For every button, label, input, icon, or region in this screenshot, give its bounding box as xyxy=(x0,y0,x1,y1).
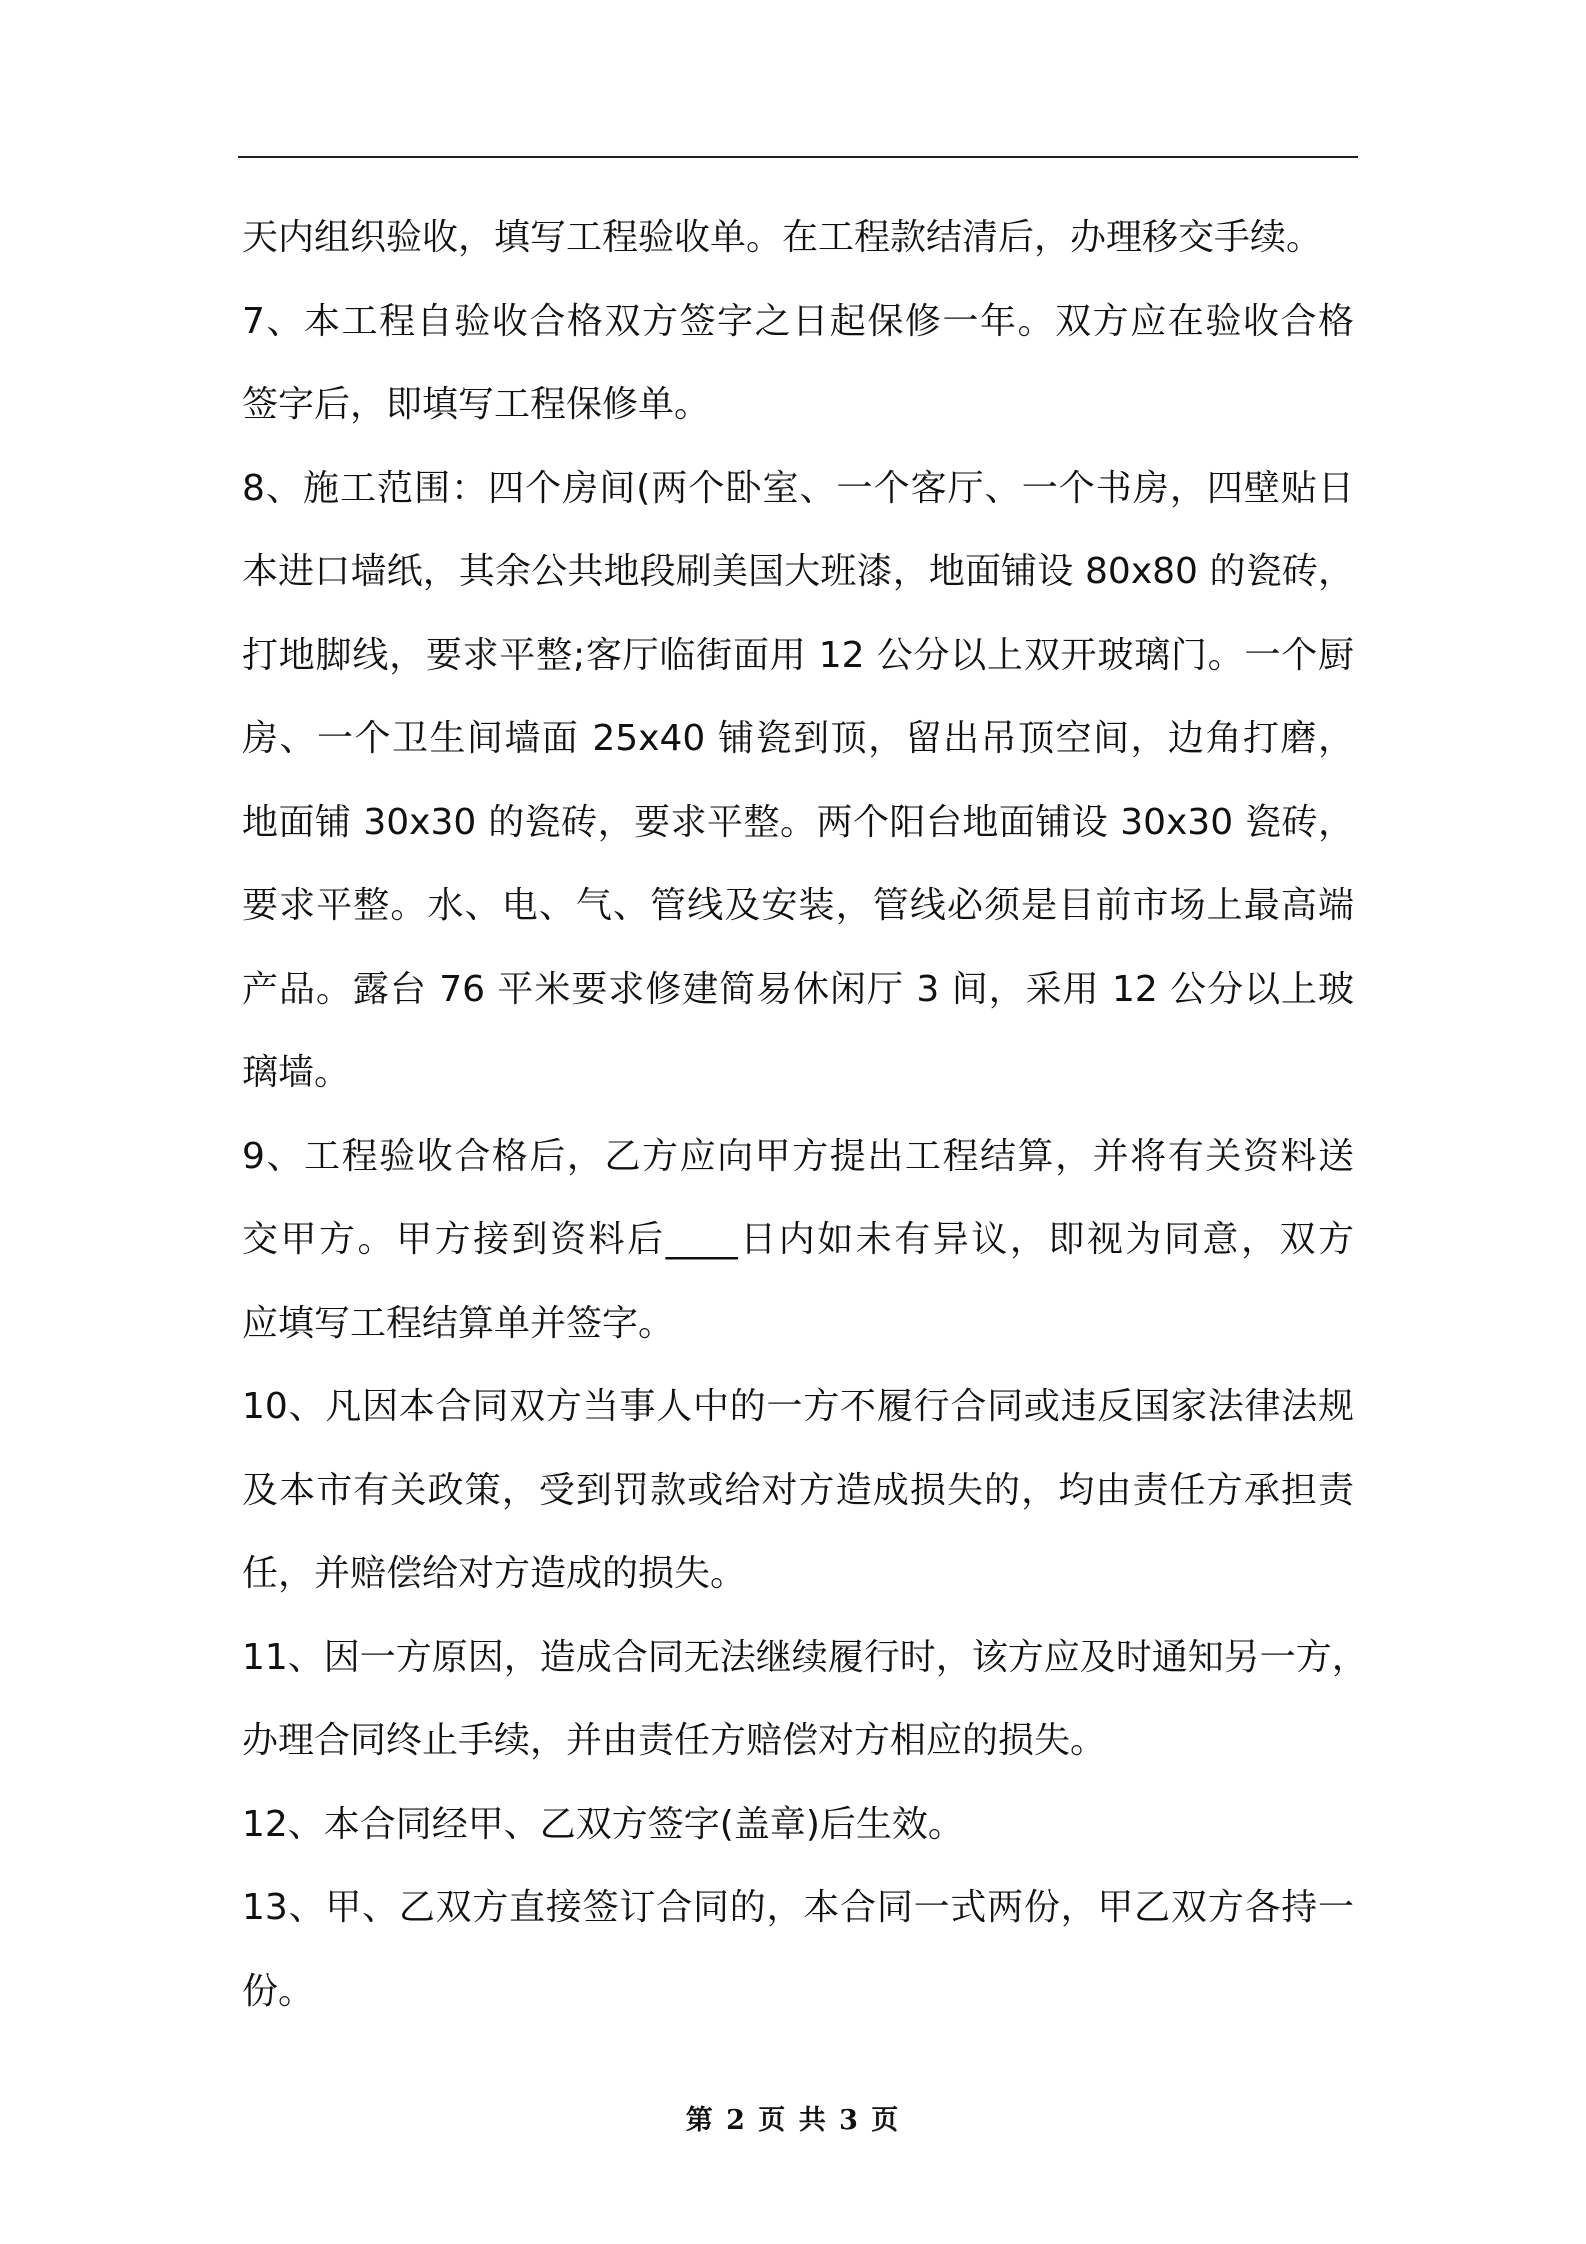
text-line: 应填写工程结算单并签字。 xyxy=(242,1302,675,1344)
text-line: 及本市有关政策，受到罚款或给对方造成损失的，均由责任方承担责 xyxy=(242,1469,1354,1511)
text-line: 交甲方。甲方接到资料后____日内如未有异议，即视为同意，双方 xyxy=(242,1219,1354,1260)
text-line: 办理合同终止手续，并由责任方赔偿对方相应的损失。 xyxy=(242,1720,1107,1761)
text-line: 12、本合同经甲、乙双方签字(盖章)后生效。 xyxy=(242,1803,964,1845)
text-line: 房、一个卫生间墙面 25x40 铺瓷到顶，留出吊顶空间，边角打磨， xyxy=(242,718,1354,759)
text-line: 打地脚线，要求平整;客厅临街面用 12 公分以上双开玻璃门。一个厨 xyxy=(242,634,1354,676)
text-line: 要求平整。水、电、气、管线及安装，管线必须是目前市场上最高端 xyxy=(242,885,1354,926)
text-line: 产品。露台 76 平米要求修建简易休闲厅 3 间，采用 12 公分以上玻 xyxy=(242,968,1354,1010)
page-number-label: 第 2 页 共 3 页 xyxy=(685,2105,901,2136)
text-line: 本进口墙纸，其余公共地段刷美国大班漆，地面铺设 80x80 的瓷砖， xyxy=(242,551,1354,592)
text-line: 13、甲、乙双方直接签订合同的，本合同一式两份，甲乙双方各持一 xyxy=(242,1887,1354,1928)
page-number-footer xyxy=(0,2098,1586,2137)
text-line: 地面铺 30x30 的瓷砖，要求平整。两个阳台地面铺设 30x30 瓷砖， xyxy=(242,801,1354,843)
header-rule xyxy=(238,156,1358,158)
text-line: 份。 xyxy=(242,1970,315,2012)
text-line: 10、凡因本合同双方当事人中的一方不履行合同或违反国家法律法规 xyxy=(242,1386,1354,1427)
text-line: 11、因一方原因，造成合同无法继续履行时，该方应及时通知另一方， xyxy=(242,1636,1368,1678)
text-line: 7、本工程自验收合格双方签字之日起保修一年。双方应在验收合格 xyxy=(242,300,1354,342)
text-line: 9、工程验收合格后，乙方应向甲方提出工程结算，并将有关资料送 xyxy=(242,1135,1354,1177)
text-line: 任，并赔偿给对方造成的损失。 xyxy=(242,1553,747,1594)
text-line: 璃墙。 xyxy=(242,1052,351,1093)
text-line: 8、施工范围：四个房间(两个卧室、一个客厅、一个书房，四壁贴日 xyxy=(242,467,1354,509)
text-line: 天内组织验收，填写工程验收单。在工程款结清后，办理移交手续。 xyxy=(242,217,1323,258)
contract-body-text xyxy=(242,196,1368,2033)
text-line: 签字后，即填写工程保修单。 xyxy=(242,384,711,425)
